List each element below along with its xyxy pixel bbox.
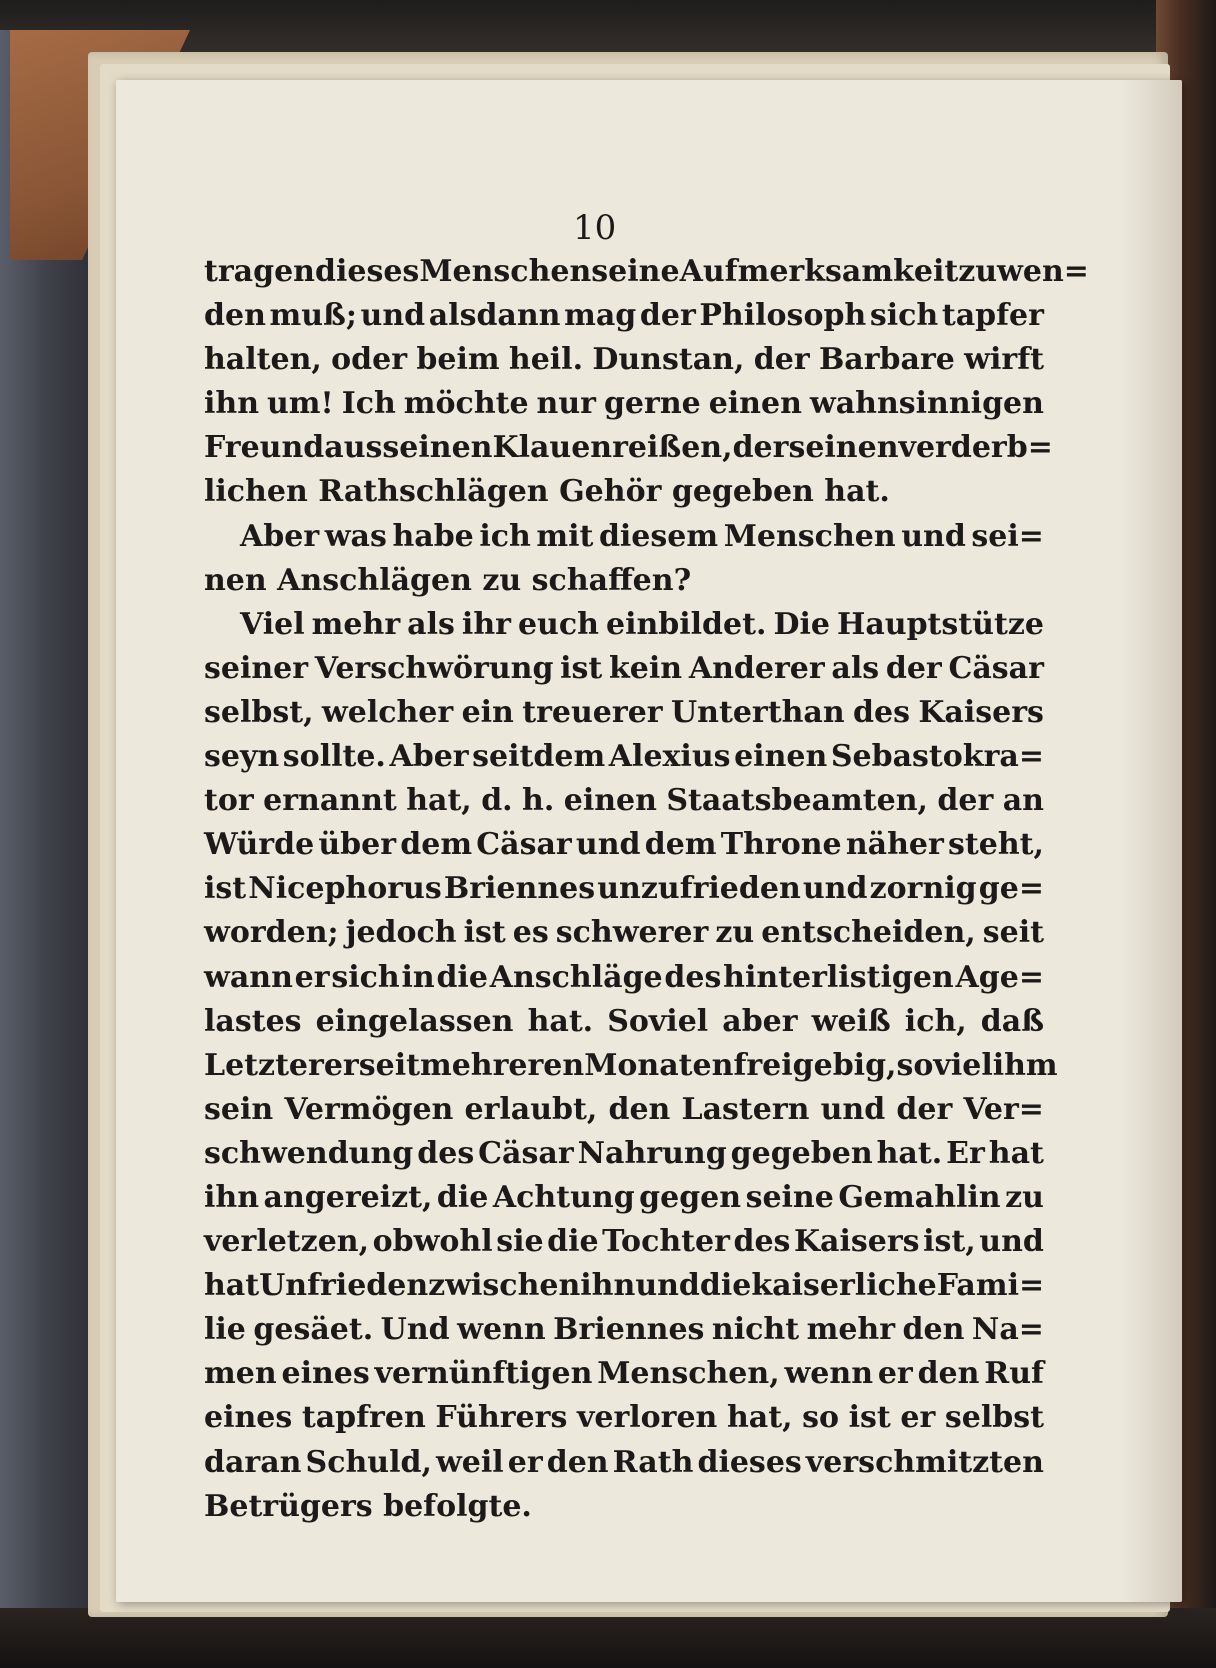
text-line: ihn um! Ich möchte nur gerne einen wahnsinnigen [204,386,1044,422]
text-line: halten, oder beim heil. Dunstan, der Barbare wirft [204,342,1044,378]
text-line: Viel mehr als ihr euch einbildet. Die Hauptstütze [240,606,1044,642]
text-line: lastes eingelassen hat. Soviel aber weiß ich, daß [204,1003,1044,1039]
text-line: eines tapfren Führers verloren hat, so ist er selbst [204,1400,1044,1436]
text-line: ihn angereizt, die Achtung gegen seine Gemahlin zu [204,1179,1044,1215]
text-line: verletzen, obwohl sie die Tochter des Kaisers ist, und [204,1224,1044,1260]
text-line: seiner Verschwörung ist kein Anderer als der Cäsar [204,650,1044,686]
text-line: Aber was habe ich mit diesem Menschen und sei= [240,518,1044,554]
text-line: hat Unfrieden zwischen ihn und die kaiserliche Fami= [204,1268,1045,1304]
text-line: sein Vermögen erlaubt, den Lastern und der Ver= [204,1091,1044,1127]
cover-bottom-edge [0,1608,1216,1668]
text-line: tor ernannt hat, d. h. einen Staatsbeamten, der an [204,783,1044,819]
page-gutter-shadow [1122,80,1182,1602]
text-line: wann er sich in die Anschläge des hinterlistigen Age= [204,959,1044,995]
text-line: selbst, welcher ein treuerer Unterthan des Kaisers [204,694,1044,730]
text-line: worden; jedoch ist es schwerer zu entscheiden, seit [204,915,1044,951]
text-line: den muß; und alsdann mag der Philosoph sich tapfer [204,298,1044,334]
text-line: men eines vernünftigen Menschen, wenn er den Ruf [204,1356,1044,1392]
text-line: tragen dieses Menschen seine Aufmerksamkeit zuwen= [204,254,1089,289]
text-line: lichen Rathschlägen Gehör gegeben hat. [204,474,890,510]
page-number: 10 [573,208,617,248]
text-line: ist Nicephorus Briennes unzufrieden und zornig ge= [204,871,1044,907]
text-line: daran Schuld, weil er den Rath dieses verschmitzten [204,1444,1044,1480]
text-line: Letzterer seit mehreren Monaten freigebig, soviel ihm [204,1047,1058,1083]
text-line: nen Anschlägen zu schaffen? [204,562,692,598]
text-line: Freund aus seinen Klauen reißen, der seinen verderb= [204,430,1053,466]
text-line: Betrügers befolgte. [204,1488,532,1524]
text-line: lie gesäet. Und wenn Briennes nicht mehr den Na= [204,1312,1044,1348]
body-text [204,250,1089,1529]
text-line: seyn sollte. Aber seitdem Alexius einen Sebastokra= [204,739,1044,775]
text-line: Würde über dem Cäsar und dem Throne näher steht, [204,827,1044,863]
text-line: schwendung des Cäsar Nahrung gegeben hat. Er hat [204,1135,1044,1171]
